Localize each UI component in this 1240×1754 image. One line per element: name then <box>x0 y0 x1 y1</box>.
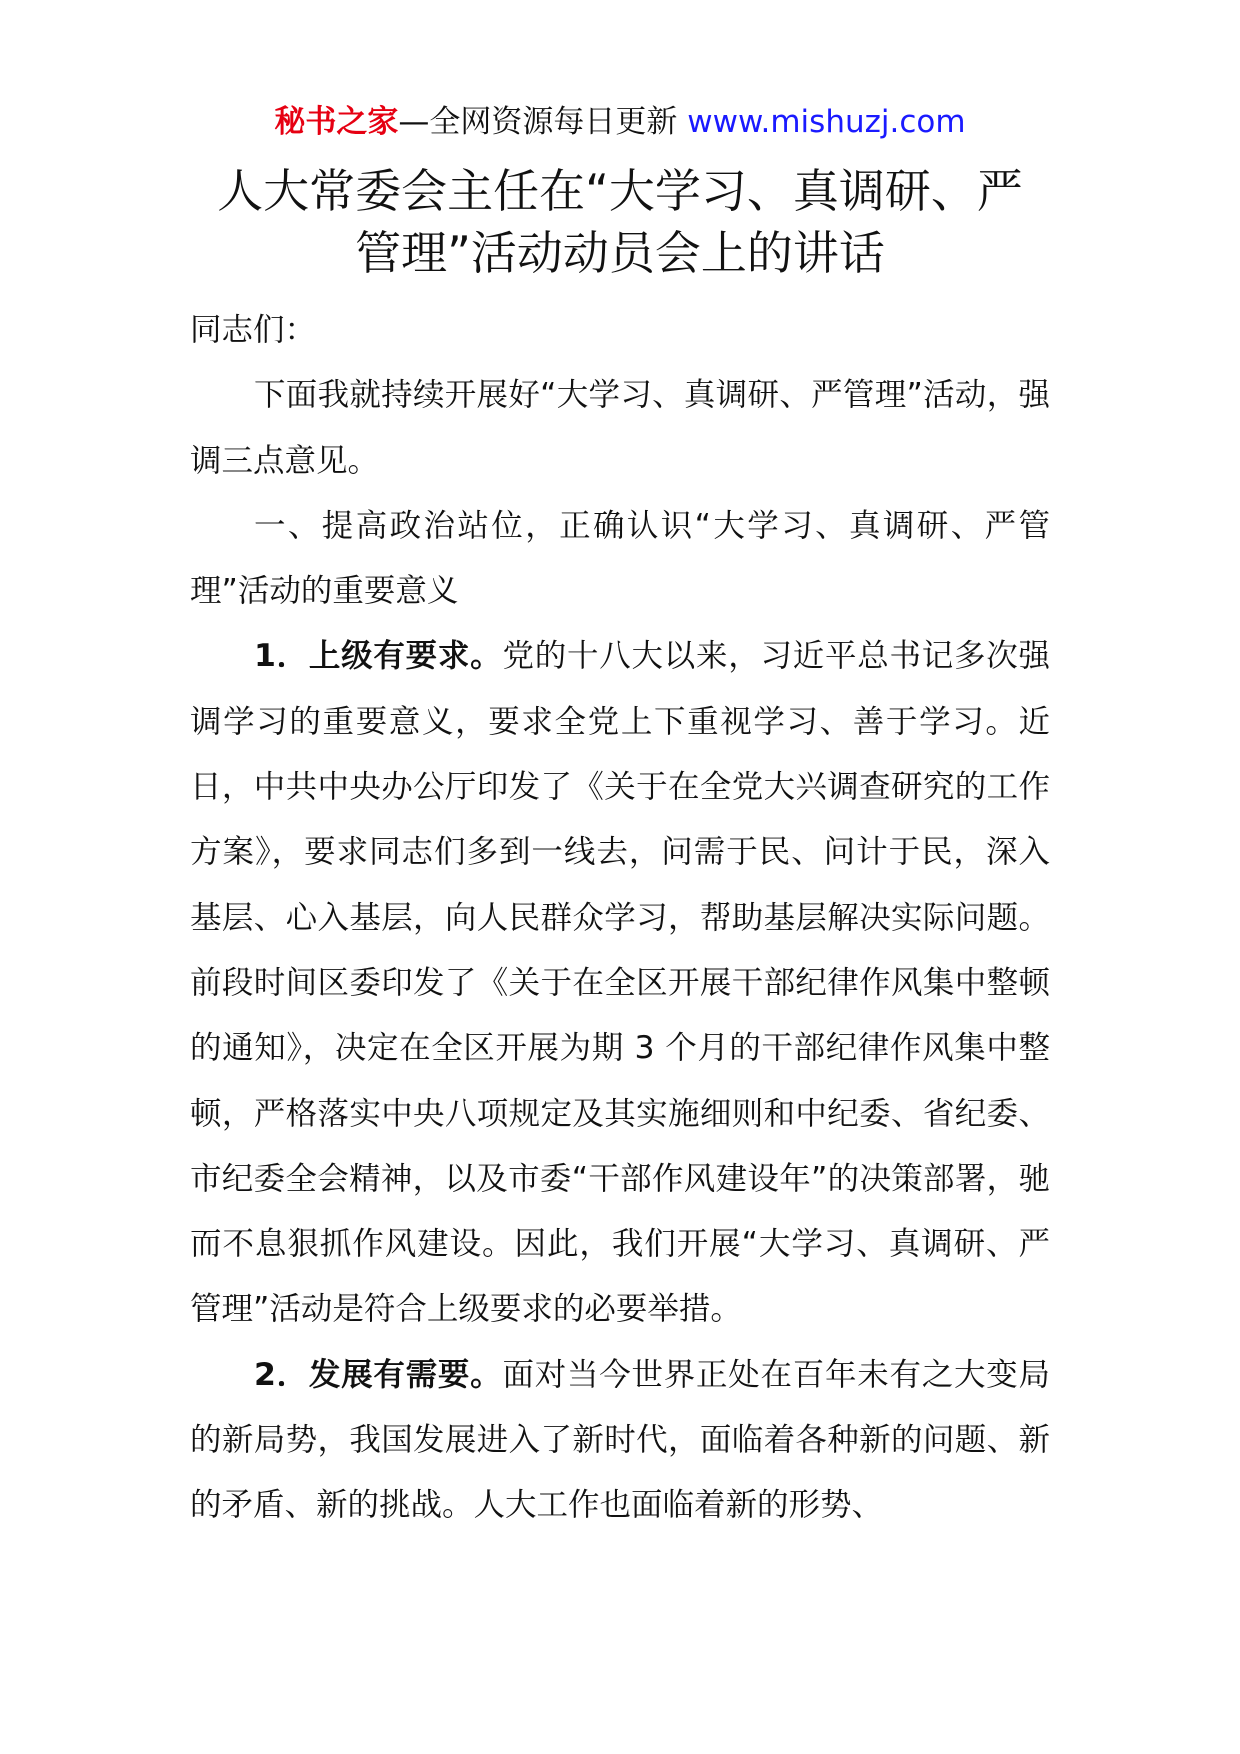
section-heading-1: 一、提高政治站位，正确认识“大学习、真调研、严管理”活动的重要意义 <box>190 507 1050 610</box>
point-2-text: 面对当今世界正处在百年未有之大变局的新局势，我国发展进入了新时代，面临着各种新的问题、新的矛盾、新的挑战。人大工作也面临着新的形势、 <box>190 1356 1050 1524</box>
brand-name: 秘书之家 <box>274 104 399 140</box>
point-1-text: 党的十八大以来，习近平总书记多次强调学习的重要意义，要求全党上下重视学习、善于学习。近日，中共中央办公厅印发了《关于在全党大兴调查研究的工作方案》，要求同志们多到一线去，问需于民、问计于民，深入基层、心入基层，向人民群众学习，帮助基层解决实际问题。前段时间区委印发了《关于在全区开展干部纪律作风集中整顿的通知》，决定在全区开展为期 3 个月的干部纪律作风集中整顿，严格落实中央八项规定及其实施细则和中纪委、省纪委、市纪委全会精神，以及市委“干部作风建设年”的决策部署，驰而不息狠抓作风建设。因此，我们开展“大学习、真调研、严管理”活动是符合上级要求的必要举措。 <box>190 638 1050 1328</box>
header-slogan: —全网资源每日更新 <box>398 104 688 140</box>
point-1-lead: 1．上级有要求。 <box>254 638 503 675</box>
site-header <box>0 102 1240 142</box>
point-2-lead: 2．发展有需要。 <box>254 1356 503 1393</box>
salutation: 同志们： <box>190 312 317 348</box>
document-title <box>180 160 1060 284</box>
paragraph-point-1 <box>190 624 1050 1342</box>
document-body <box>190 298 1050 1539</box>
title-line-1: 人大常委会主任在“大学习、真调研、严 <box>217 164 1023 218</box>
paragraph-point-2 <box>190 1343 1050 1539</box>
site-url-link[interactable]: www.mishuzj.com <box>687 104 966 140</box>
intro-paragraph: 下面我就持续开展好“大学习、真调研、严管理”活动，强调三点意见。 <box>190 377 1050 479</box>
title-line-2: 管理”活动动员会上的讲话 <box>355 226 885 280</box>
